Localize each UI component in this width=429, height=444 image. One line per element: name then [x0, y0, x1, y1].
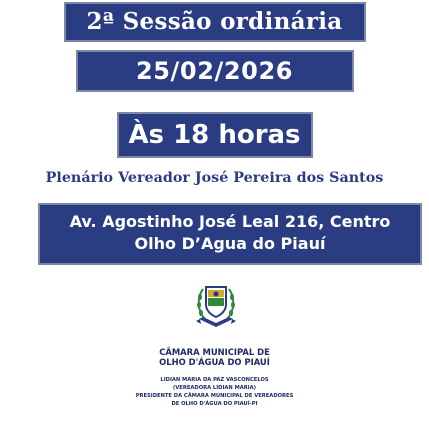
- president-role-line-1: PRESIDENTE DA CÂMARA MUNICIPAL DE VEREADORES: [135, 393, 294, 399]
- session-time: Às 18 horas: [128, 120, 301, 150]
- address-line-1: Av. Agostinho José Leal 216, Centro: [69, 212, 391, 231]
- session-date: 25/02/2026: [135, 57, 294, 85]
- address-banner: [38, 203, 422, 265]
- chamber-name-line-2: OLHO D'ÁGUA DO PIAUÍ: [159, 357, 270, 367]
- chamber-name-line-1: CÂMARA MUNICIPAL DE: [159, 347, 270, 357]
- address-line-2: Olho D’Agua do Piauí: [134, 234, 326, 253]
- president-alias: (VEREADORA LIDIAN MARIA): [172, 385, 257, 391]
- venue-name: Plenário Vereador José Pereira dos Santos: [45, 170, 384, 186]
- session-title: 2ª Sessão ordinária: [86, 8, 343, 35]
- session-title-banner: [64, 2, 366, 42]
- president-name: LIDIAN MARIA DA PAZ VASCONCELOS: [160, 377, 269, 383]
- president-role-line-2: DE OLHO D'ÁGUA DO PIAUÍ-PI: [171, 401, 258, 407]
- president-signature-block: [0, 376, 429, 408]
- time-banner: [117, 112, 313, 158]
- chamber-name: [0, 347, 429, 367]
- municipal-crest-icon: [191, 281, 241, 331]
- date-banner: [76, 50, 354, 92]
